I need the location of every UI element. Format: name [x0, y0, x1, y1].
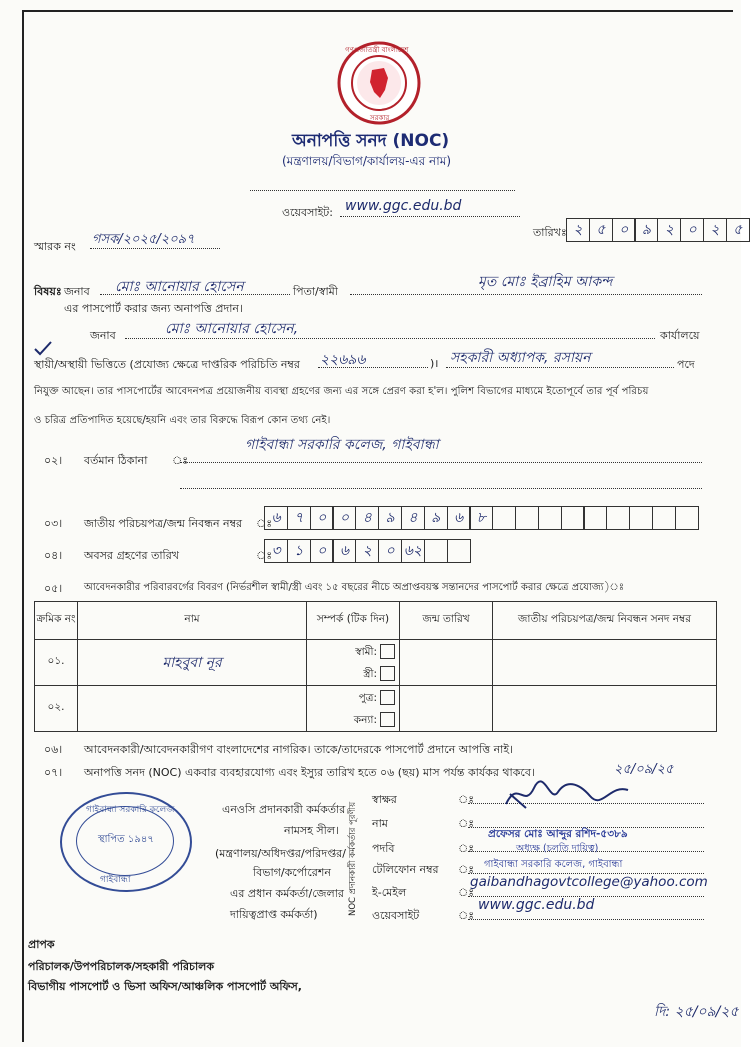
checkmark-icon: [33, 340, 53, 356]
stamp-title: অধ্যক্ষ (চলতি দায়িত্ব): [516, 843, 599, 854]
nid-digit: [652, 506, 676, 530]
memo-value: গসক/২০২৫/২০৯৭: [92, 232, 195, 247]
relation-checkbox[interactable]: [380, 690, 395, 705]
applicant-name: মোঃ আনোয়ার হোসেন: [115, 279, 244, 295]
website-label: ওয়েবসাইট:: [282, 206, 333, 219]
nid-digit: ৬: [447, 506, 471, 530]
date-digit: ০: [612, 218, 636, 242]
memo-label: স্মারক নং: [34, 240, 76, 253]
nid-digit: ০: [310, 506, 334, 530]
parent-label: পিতা/স্বামী: [293, 285, 338, 298]
date-digit: ০: [680, 218, 704, 242]
row-serial: ০১.: [35, 640, 78, 686]
retirement-date-boxes: [264, 539, 469, 563]
body-prefix: জনাব: [90, 329, 116, 342]
relation-checkbox[interactable]: [380, 644, 395, 659]
stamp-org: গাইবান্ধা সরকারি কলেজ, গাইবান্ধা: [484, 859, 623, 870]
website-field-value: www.ggc.edu.bd: [478, 897, 595, 913]
subject-line2: এর পাসপোর্ট করার জন্য অনাপত্তি প্রদান।: [64, 302, 243, 315]
memo-date-boxes: [566, 218, 749, 242]
sig-left-6: দায়িত্বপ্রাপ্ত কর্মকর্তা): [230, 908, 318, 921]
corner-note: দি: ২৫/০৯/২৫: [654, 1004, 739, 1020]
col-dob: জন্ম তারিখ: [400, 602, 493, 640]
row-dob: [400, 640, 493, 686]
field-website-label: ওয়েবসাইট: [372, 909, 420, 922]
signature-date: ২৫/০৯/২৫: [614, 762, 674, 777]
item-04-label: অবসর গ্রহণের তারিখ: [84, 549, 179, 562]
official-id: ২২৬৯৬: [320, 352, 366, 368]
family-table: [34, 601, 717, 732]
document-title: অনাপত্তি সনদ (NOC): [292, 131, 450, 151]
relation-label: কন্যা:: [353, 713, 377, 726]
row-nid: [493, 640, 717, 686]
nid-digit: [561, 506, 585, 530]
document-subtitle: (মন্ত্রণালয়/বিভাগ/কার্যালয়-এর নাম): [282, 154, 452, 168]
nid-digit: [583, 506, 607, 530]
item-05-label: আবেদনকারীর পরিবারবর্গের বিবরণ (নির্ভরশীল স্বামী/স্ত্রী এবং ১৫ বছরের নীচে অপ্রাপ্তবয়স্ক সন্তানদের পাসপোর্ট করার ক্ষেত্রে প্রযোজ্য)ঃ: [84, 582, 625, 593]
retire-digit: ৬: [332, 539, 356, 563]
relation-label: স্বামী:: [355, 645, 377, 658]
item-07-text: অনাপত্তি সনদ (NOC) একবার ব্যবহারযোগ্য এবং ইস্যুর তারিখ হতে ০৬ (ছয়) মাস পর্যন্ত কার্যকর থাকবে।: [84, 766, 535, 779]
emblem-bottom-text: সরকার: [370, 114, 390, 122]
body-line2-start: স্থায়ী/অস্থায়ী ভিত্তিতে (প্রযোজ্য ক্ষেত্রে দাপ্তরিক পরিচিতি নম্বর: [34, 358, 300, 371]
retire-digit: [447, 539, 471, 563]
nid-digit: [606, 506, 630, 530]
relation-checkbox[interactable]: [380, 666, 395, 681]
retire-digit: ১: [287, 539, 311, 563]
row-nid: [493, 686, 717, 732]
row-relation: [307, 640, 400, 686]
item-06-text: আবেদনকারী/আবেদনকারীগণ বাংলাদেশের নাগরিক। তাকে/তাদেরকে পাসপোর্ট প্রদানে আপত্তি নাই।: [84, 743, 514, 756]
row-serial: ০২.: [35, 686, 78, 732]
field-email-label: ই-মেইল: [372, 886, 407, 899]
retire-digit: ৩: [264, 539, 288, 563]
present-address: গাইবান্ধা সরকারি কলেজ, গাইবান্ধা: [245, 437, 439, 453]
seal-top: গাইবান্ধা সরকারি কলেজ: [86, 805, 175, 815]
body-line4: ও চরিত্র প্রতিপাদিত হয়েছে/হয়নি এবং তার বিরুদ্ধে বিরূপ কোন তথ্য নেই।: [34, 415, 331, 426]
item-06-num: ০৬।: [44, 743, 63, 756]
relation-label: পুত্র:: [358, 691, 377, 704]
table-row: [35, 686, 717, 732]
subject-label: বিষয়ঃ: [34, 285, 62, 298]
row-name: মাহবুবা নূর: [78, 640, 307, 686]
nid-digit: ৪: [401, 506, 425, 530]
stamp-name: প্রফেসর মোঃ আব্দুর রশিদ-৫৩৮৯: [488, 828, 628, 840]
retire-digit: [424, 539, 448, 563]
nid-digit: [675, 506, 699, 530]
vertical-label: NOC প্রদানকারী কর্মকর্তার পূরণীয়: [348, 801, 358, 916]
nid-digit: ৬: [264, 506, 288, 530]
row-dob: [400, 686, 493, 732]
item-05-num: ০৫।: [44, 582, 63, 595]
row-name: [78, 686, 307, 732]
parent-value: মৃত মোঃ ইব্রাহিম আকন্দ: [478, 274, 613, 290]
sig-left-2: নামসহ সীল।: [284, 824, 339, 837]
nid-digit: ৪: [355, 506, 379, 530]
date-digit: ৫: [589, 218, 613, 242]
sig-left-1: এনওসি প্রদানকারী কর্মকর্তার: [222, 803, 346, 816]
body-name: মোঃ আনোয়ার হোসেন,: [165, 321, 299, 337]
col-serial: ক্রমিক নং: [35, 602, 78, 640]
row-relation: [307, 686, 400, 732]
col-nid: জাতীয় পরিচয়পত্র/জন্ম নিবন্ধন সনদ নম্বর: [493, 602, 717, 640]
relation-label: স্ত্রী:: [363, 667, 377, 680]
nid-digit: ০: [332, 506, 356, 530]
family-table-header: [35, 602, 717, 640]
col-name: নাম: [78, 602, 307, 640]
website-value: www.ggc.edu.bd: [345, 198, 462, 214]
date-label: তারিখঃ: [533, 226, 567, 239]
seal-bottom: গাইবান্ধা: [100, 875, 131, 885]
email-value: gaibandhagovtcollege@yahoo.com: [470, 874, 708, 890]
designation: সহকারী অধ্যাপক, রসায়ন: [450, 350, 591, 366]
nid-digit: [629, 506, 653, 530]
item-03-num: ০৩।: [44, 517, 63, 530]
item-03-label: জাতীয় পরিচয়পত্র/জন্ম নিবন্ধন নম্বর: [84, 517, 243, 530]
col-relation: সম্পর্ক (টিক দিন): [307, 602, 400, 640]
post-label: পদে: [677, 358, 695, 371]
recipient-line1: পরিচালক/উপপরিচালক/সহকারী পরিচালক: [28, 960, 215, 973]
emblem-top-text: গণপ্রজাতন্ত্রী বাংলাদেশ: [345, 46, 409, 54]
retire-digit: ০: [310, 539, 334, 563]
nid-digit: [492, 506, 516, 530]
item-07-num: ০৭।: [44, 766, 63, 779]
office-label: কার্যালয়ে: [660, 329, 700, 342]
sig-left-3: (মন্ত্রণালয়/অধিদপ্তর/পরিদপ্তর/: [215, 847, 346, 860]
nid-digit: ৯: [378, 506, 402, 530]
item-02-label: বর্তমান ঠিকানা: [84, 454, 148, 467]
table-row: [35, 640, 717, 686]
recipient-heading: প্রাপক: [28, 938, 55, 951]
nid-digit: ৭: [287, 506, 311, 530]
date-digit: ২: [566, 218, 590, 242]
field-phone-label: টেলিফোন নম্বর: [372, 863, 439, 876]
nid-digit: [515, 506, 539, 530]
ministry-name-line: [250, 190, 515, 191]
subject-prefix: জনাব: [64, 285, 90, 298]
nid-digit: ৮: [469, 506, 493, 530]
field-name-label: নাম: [372, 817, 388, 830]
retire-digit: ২: [355, 539, 379, 563]
date-digit: ২: [703, 218, 727, 242]
recipient-line2: বিভাগীয় পাসপোর্ট ও ভিসা অফিস/আঞ্চলিক পাসপোর্ট অফিস,: [28, 980, 302, 993]
retire-digit: ০: [378, 539, 402, 563]
field-designation-label: পদবি: [372, 842, 395, 855]
date-digit: ২: [657, 218, 681, 242]
nid-digit: ৯: [424, 506, 448, 530]
noc-document: গণপ্রজাতন্ত্রী বাংলাদেশ সরকার অনাপত্তি সনদ (NOC) (মন্ত্রণালয়/বিভাগ/কার্যালয়-এর নাম) ওয়েবসাইট: www.ggc.edu.bd স্মারক নং গসক/২০২৫/২০৯৭ তারিখঃ ২ ৫ ০ ৯ ২ ০ ২ ৫ বিষয়ঃ জনাব মোঃ আনোয়ার হোসেন পিতা/স্বামী মৃত মোঃ ইব্রাহিম আকন্দ এর পাসপোর্ট করার জন্য অনাপত্তি প্রদান। জনাব মোঃ আনোয়ার হোসেন, কার্যালয়ে স্থায়ী/অস্থায়ী ভিত্তিতে (প্রযোজ্য ক্ষেত্রে দাপ্তরিক পরিচিতি নম্বর ২২৬৯৬ )। সহকারী অধ্যাপক, রসায়ন পদে নিযুক্ত আছেন। তার পাসপোর্টের আবেদনপত্র প্রয়োজনীয় ব্যবস্থা গ্রহণের জন্য এর সঙ্গে প্রেরণ করা হ'ল। পুলিশ বিভাগের মাধ্যমে ইতোপূর্বে তার পূর্ব পরিচয় ও চরিত্র প্রতিপাদিত হয়েছে/হয়নি এবং তার বিরুদ্ধে বিরূপ কোন তথ্য নেই। ০২। বর্তমান ঠিকানা ঃ গাইবান্ধা সরকারি কলেজ, গাইবান্ধা ০৩। জাতীয় পরিচয়পত্র/জন্ম নিবন্ধন নম্বর ঃ ৬ ৭ ০ ০ ৪ ৯ ৪ ৯ ৬ ৮ ০৪। অবসর গ্রহণের তারিখ ঃ ৩ ১ ০ ৬ ২ ০ ৬২ ০৫। আবেদনকারীর পরিবারবর্গের বিবরণ (নির্ভরশীল স্বামী/স্ত্রী এবং ১৫ বছরের নীচে অপ্রাপ্তবয়স্ক সন্তানদের পাসপোর্ট করার ক্ষেত্রে প্রযোজ্য)ঃ ক্রমিক নং নাম সম্পর্ক (টিক দিন) জন্ম তারিখ জাতীয় পরিচয়পত্র/জন্ম নিবন্ধন সনদ নম্বর ০১. মাহবুবা নূর স্বামী: স্ত্রী: ০২. পুত্র: কন্যা: ০৬। আবেদনকারী/আবেদনকারীগণ বাংলাদেশের নাগরিক। তাকে/তাদেরকে পাসপোর্ট প্রদানে আপত্তি নাই। ০৭। অনাপত্তি সনদ (NOC) একবার ব্যবহারযোগ্য এবং ইস্যুর তারিখ হতে ০৬ (ছয়) মাস পর্যন্ত কার্যকর থাকবে। গাইবান্ধা সরকারি কলেজ স্থাপিত ১৯৪৭ গাইবান্ধা এনওসি প্রদানকারী কর্মকর্তার নামসহ সীল। (মন্ত্রণালয়/অধিদপ্তর/পরিদপ্তর/ বিভাগ/কর্পোরেশন এর প্রধান কর্মকর্তা/জেলার দায়িত্বপ্রাপ্ত কর্মকর্তা) NOC প্রদানকারী কর্মকর্তার পূরণীয় স্বাক্ষর নাম পদবি টেলিফোন নম্বর ই-মেইল ওয়েবসাইট ঃ ঃ ঃ ঃ ঃ ঃ ২৫/০৯/২৫ প্রফেসর মোঃ আব্দুর রশিদ-৫৩৮৯ অধ্যক্ষ (চলতি দায়িত্ব) গাইবান্ধা সরকারি কলেজ, গাইবান্ধা gaibandhagovtcollege@yahoo.com www.ggc.edu.bd প্রাপক পরিচালক/উপপরিচালক/সহকারী পরিচালক বিভাগীয় পাসপোর্ট ও ভিসা অফিস/আঞ্চলিক পাসপোর্ট অফিস, দি: ২৫/০৯/২৫: [0, 0, 741, 1047]
seal-center: স্থাপিত ১৯৪৭: [98, 834, 154, 845]
field-signature-label: স্বাক্ষর: [372, 793, 397, 806]
item-04-num: ০৪।: [44, 549, 63, 562]
nid-digit: [538, 506, 562, 530]
relation-checkbox[interactable]: [380, 712, 395, 727]
date-digit: ৫: [726, 218, 750, 242]
retire-digit: ৬২: [401, 539, 425, 563]
date-digit: ৯: [634, 218, 658, 242]
item-02-num: ০২।: [44, 454, 63, 467]
body-line3: নিযুক্ত আছেন। তার পাসপোর্টের আবেদনপত্র প্রয়োজনীয় ব্যবস্থা গ্রহণের জন্য এর সঙ্গে প্রেরণ করা হ'ল। পুলিশ বিভাগের মাধ্যমে ইতোপূর্বে তার পূর্ব পরিচয়: [34, 386, 649, 397]
nid-boxes: [264, 506, 697, 530]
sig-left-5: এর প্রধান কর্মকর্তা/জেলার: [230, 887, 344, 900]
sig-left-4: বিভাগ/কর্পোরেশন: [253, 866, 331, 879]
